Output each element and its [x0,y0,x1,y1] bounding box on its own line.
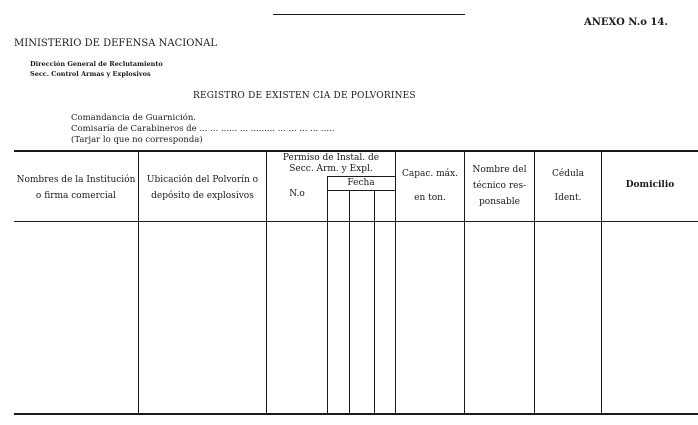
garrison-line: Comandancia de Guarnición. [71,113,196,123]
page-title: REGISTRO DE EXISTEN CIA DE POLVORINES [193,91,416,101]
date-subheader-rule [327,190,395,191]
header-address: Domicilio [625,180,675,190]
header-id-card: Cédula Ident. [551,169,584,203]
header-permit-number: N.o [289,189,305,199]
header-permit: Permiso de Instal. de Secc. Arm. y Expl. [282,153,380,174]
table-header-rule [14,221,698,222]
section-name: Secc. Control Armas y Explosivos [30,70,151,78]
annex-label: ANEXO N.o 14. [584,17,668,28]
col-divider [327,176,328,413]
col-divider [349,190,350,413]
direction-name: Dirección General de Reclutamiento [30,60,163,68]
header-permit-date: Fecha [347,178,375,188]
top-rule [273,14,465,15]
police-line: Comisaría de Carabineros de ... ... ...... ... ......... ... ... ... ... ..... [71,124,335,134]
col-divider [374,190,375,413]
header-location: Ubicación del Polvorín o depósito de explosivos [146,175,259,201]
header-institution: Nombres de la Institución o firma comercial [16,175,136,201]
ministry-name: MINISTERIO DE DEFENSA NACIONAL [14,38,218,49]
header-capacity: Capac. máx. en ton. [402,169,458,203]
table-bottom-rule [14,413,698,415]
table-top-rule [14,150,698,152]
header-technician: Nombre del técnico res- ponsable [472,165,527,207]
instruction-line: (Tarjar lo que no corresponda) [71,135,203,145]
